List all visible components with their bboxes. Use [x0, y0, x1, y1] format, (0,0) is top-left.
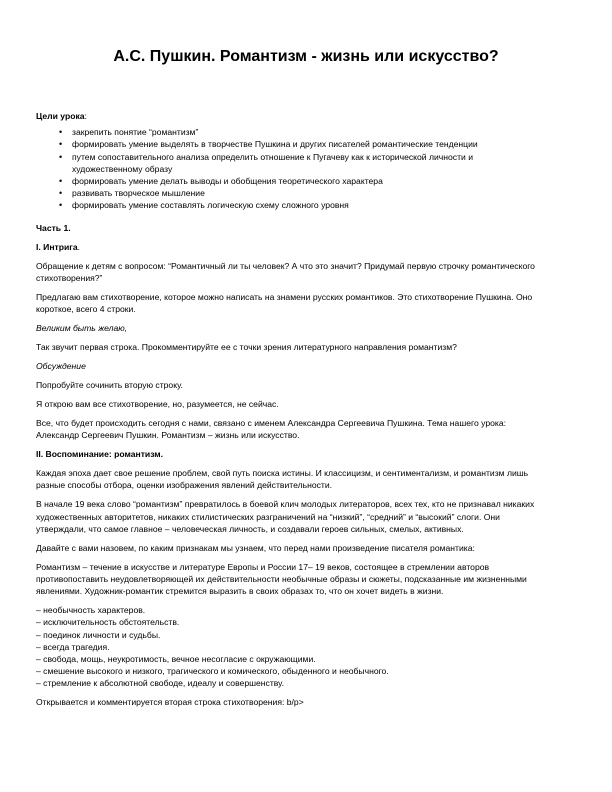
paragraph: Давайте с вами назовем, по каким признакам мы узнаем, что перед нами произведение писателя романтика: [36, 542, 475, 553]
goals-heading-line [36, 110, 546, 122]
document-body [36, 110, 546, 715]
goal-item: • формировать умение составлять логическую схему сложного уровня [36, 199, 546, 211]
paragraph: Так звучит первая строка. Прокомментируйте ее с точки зрения литературного направления романтизм? [36, 342, 457, 353]
paragraph: Я открою вам все стихотворение, но, разумеется, не сейчас. [36, 399, 279, 410]
goals-heading: Цели урока [36, 111, 85, 121]
goal-item: • путем сопоставительного анализа определить отношение к Пугачеву как к исторической личности и художественному образу [36, 151, 546, 175]
goal-item: • формировать умение делать выводы и обобщения теоретического характера [36, 175, 546, 187]
feature-item: – смешение высокого и низкого, трагического и комического, обыденного и необычного. [36, 666, 389, 677]
feature-item: – стремление к абсолютной свободе, идеалу и совершенству. [36, 678, 284, 689]
discussion-label: Обсуждение [36, 361, 86, 372]
paragraph: Попробуйте сочинить вторую строку. [36, 380, 183, 391]
section2-heading: II. Воспоминание: романтизм. [36, 449, 164, 460]
section1-heading: I. Интрига [36, 241, 78, 252]
feature-item: – всегда трагедия. [36, 641, 110, 652]
paragraph: Романтизм – течение в искусстве и литературе Европы и России 17– 19 веков, состоящее в стремлении авторов противопоставить неудовлетворяющей их действительности необычные образы и сюжеты, подсказанные им жизненными явлениями. Художник-романтик стремится выразить в своих образах то, что он хочет видеть в жизни. [36, 561, 527, 597]
goals-list [36, 126, 546, 211]
section1-heading-dot: . [77, 241, 81, 252]
goals-heading-colon: : [84, 111, 87, 121]
paragraph: Открывается и комментируется вторая строка стихотворения: b/p> [36, 697, 304, 708]
goal-item: • закрепить понятие “романтизм” [36, 126, 546, 138]
paragraph: В начале 19 века слово “романтизм” превратилось в боевой клич молодых литераторов, всех тех, кто не признавал никаких художественных авторитетов, никаких стилистических разграничений на “низкий”, “средний” и “высокий” слоги. Они утверждали, что самое главное – человеческая личность, и создавали героев сильных, смелых, активных. [36, 499, 535, 534]
page-title: А.С. Пушкин. Романтизм - жизнь или искусство? [113, 48, 499, 65]
paragraph: Все, что будет происходить сегодня с нами, связано с именем Александра Сергеевича Пушкина. Тема нашего урока: Александр Сергеевич Пушкин. Романтизм – жизнь или искусство. [36, 418, 506, 441]
feature-item: – необычность характеров. [36, 605, 146, 616]
paragraph: Каждая эпоха дает свое решение проблем, свой путь поиска истины. И классицизм, и сентиментализм, и романтизм лишь разные способы отбора, оценки изображения явлений действительности. [36, 468, 529, 491]
feature-item: – исключительность обстоятельств. [36, 617, 180, 628]
feature-item: – поединок личности и судьбы. [36, 629, 161, 640]
paragraph: Обращение к детям с вопросом: “Романтичный ли ты человек? А что это значит? Придумай первую строчку романтического стихотворения?” [36, 260, 535, 283]
poem-line: Великим быть желаю, [36, 323, 128, 334]
paragraph: Предлагаю вам стихотворение, которое можно написать на знамени русских романтиков. Это стихотворение Пушкина. Оно короткое, всего 4 строки. [36, 291, 533, 315]
feature-item: – свобода, мощь, неукротимость, вечное несогласие с окружающими. [36, 654, 316, 665]
features-list [36, 604, 546, 689]
section1-heading-line [36, 241, 546, 253]
goal-item: • развивать творческое мышление [36, 187, 546, 199]
goal-item: • формировать умение выделять в творчестве Пушкина и других писателей романтические тенденции [36, 138, 546, 150]
part-heading: Часть 1. [36, 222, 71, 233]
